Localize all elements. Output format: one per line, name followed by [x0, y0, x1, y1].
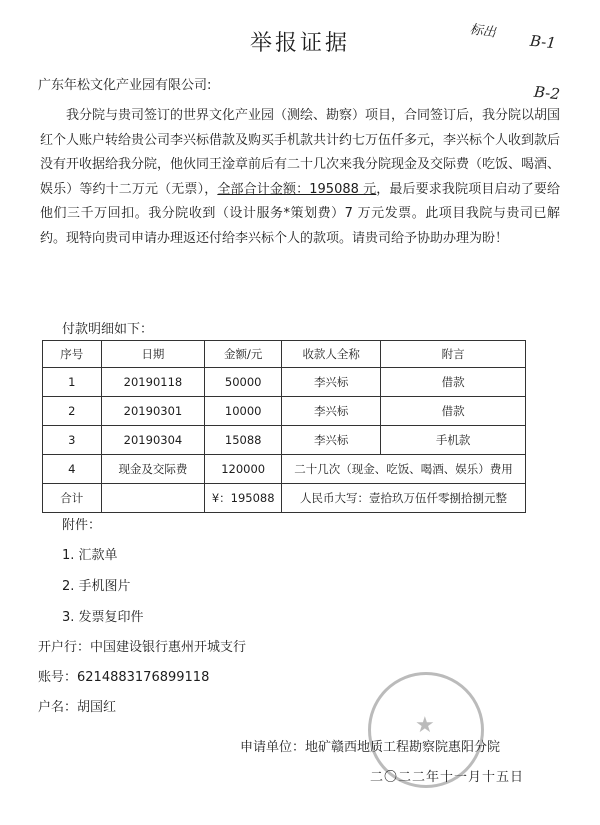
cell-seq: 4: [43, 455, 102, 484]
account-holder: 户名：胡国红: [38, 700, 117, 715]
header-date: 日期: [101, 341, 205, 368]
handwritten-label-b2: B-2: [533, 82, 561, 104]
body-text-part2: ，最后要求我院项目启动了要给他们三千万回扣。我分院收到（设计服务*策划费）7 万元发票。此项目我院与贵司已解约。现特向贵司申请办理返还付给李兴标个人的款项。请贵司给予协助办理为盼！: [40, 181, 560, 246]
payment-detail-heading: 付款明细如下：: [62, 322, 154, 337]
cell-total-amount: ¥：195088: [205, 484, 282, 513]
cell-date: 20190118: [101, 368, 205, 397]
table-header-row: [43, 341, 526, 368]
header-payee: 收款人全称: [282, 341, 381, 368]
cell-note-wide: 二十几次（现金、吃饭、喝酒、娱乐）费用: [282, 455, 526, 484]
table-row: [43, 368, 526, 397]
table-total-row: [43, 484, 526, 513]
attachment-item: 3. 发票复印件: [62, 610, 144, 625]
bank-account: 账号：6214883176899118: [38, 670, 210, 685]
cell-amount: 10000: [205, 397, 282, 426]
cell-seq: 1: [43, 368, 102, 397]
total-amount-underlined: 全部合计金额：195088 元: [217, 181, 377, 197]
cell-amount: 120000: [205, 455, 282, 484]
cell-amount: 15088: [205, 426, 282, 455]
bank-branch: 开户行：中国建设银行惠州开城支行: [38, 640, 247, 655]
table-row: [43, 397, 526, 426]
cell-empty: [101, 484, 205, 513]
cell-date: 20190304: [101, 426, 205, 455]
cell-seq: 2: [43, 397, 102, 426]
attachments-title: 附件：: [62, 518, 102, 533]
cell-seq: 3: [43, 426, 102, 455]
header-amount: 金额/元: [205, 341, 282, 368]
document-date: 二〇二二年十一月十五日: [370, 770, 525, 785]
header-seq: 序号: [43, 341, 102, 368]
attachment-item: 2. 手机图片: [62, 579, 131, 594]
payment-table: [42, 340, 526, 513]
cell-total-label: 合计: [43, 484, 102, 513]
header-note: 附言: [381, 341, 526, 368]
cell-note: 借款: [381, 397, 526, 426]
cell-payee: 李兴标: [282, 426, 381, 455]
cell-date: 20190301: [101, 397, 205, 426]
body-paragraph: [40, 104, 560, 252]
cell-total-words: 人民币大写：壹拾玖万伍仟零捌拾捌元整: [282, 484, 526, 513]
handwritten-label-b1: B-1: [529, 31, 557, 53]
attachment-item: 1. 汇款单: [62, 548, 118, 563]
cell-note: 借款: [381, 368, 526, 397]
body-text-part1: 我分院与贵司签订的世界文化产业园（测绘、勘察）项目，合同签订后，我分院以胡国红个人账户转给贵公司李兴标借款及购买手机款共计约七万伍仟多元，李兴标个人收到款后没有开收据给我分院，他伙同王淦章前后有二十几次来我分院现金及交际费（吃饭、喝酒、娱乐）等约十二万元（无票），: [40, 108, 561, 197]
cell-note: 手机款: [381, 426, 526, 455]
table-row: [43, 455, 526, 484]
cell-payee: 李兴标: [282, 397, 381, 426]
cell-payee: 李兴标: [282, 368, 381, 397]
applicant-unit: 申请单位：地矿赣西地质工程勘察院惠阳分院: [240, 740, 501, 755]
cell-amount: 50000: [205, 368, 282, 397]
handwritten-note: 标出: [468, 22, 497, 41]
table-row: [43, 426, 526, 455]
seal-star-icon: ★: [415, 713, 435, 738]
document-title: 举报证据: [249, 31, 350, 56]
addressee: 广东年松文化产业园有限公司:: [38, 78, 212, 93]
cell-date: 现金及交际费: [101, 455, 205, 484]
